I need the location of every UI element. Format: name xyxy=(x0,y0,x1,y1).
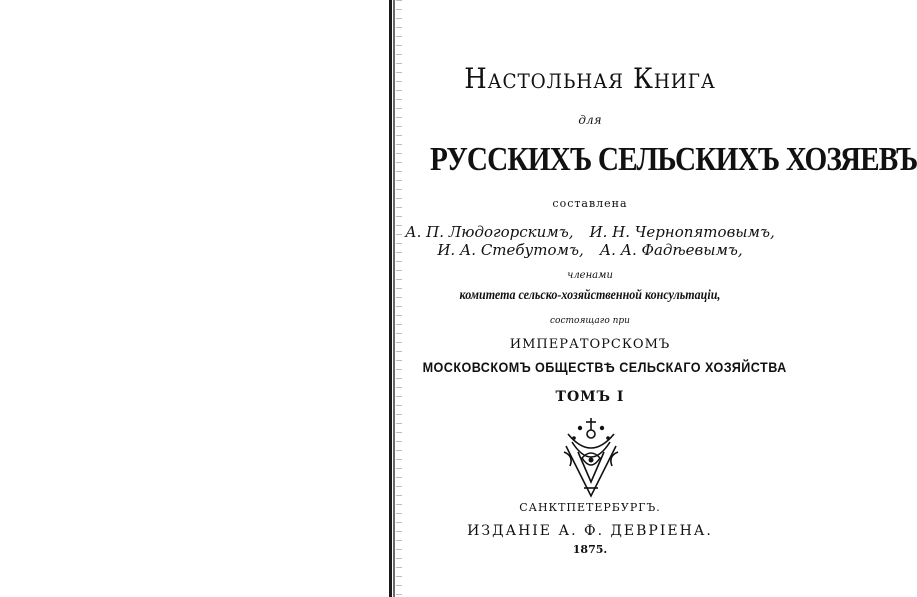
attached-label: состоящаго при xyxy=(550,316,630,326)
author-name: И. Н. Чернопятовымъ, xyxy=(589,223,775,241)
members-label: членами xyxy=(567,270,613,281)
title-preposition: для xyxy=(578,113,602,127)
title-page xyxy=(404,0,917,597)
book-subtitle: РУССКИХЪ СЕЛЬСКИХЪ ХОЗЯЕВЪ xyxy=(430,141,917,178)
author-name: И. А. Стебутомъ, xyxy=(437,241,584,259)
imprint-publisher: ИЗДАНІЕ А. Ф. ДЕВРІЕНА. xyxy=(467,523,713,539)
page-gutter xyxy=(396,0,402,597)
book-title: Настольная Книга xyxy=(464,62,716,95)
imprint-year: 1875. xyxy=(572,543,608,556)
left-blank-page xyxy=(0,0,388,597)
volume-label: ТОМЪ I xyxy=(555,389,625,405)
author-name: А. А. Фадѣевымъ, xyxy=(599,241,743,259)
imprint-city: САНКТПЕТЕРБУРГЪ. xyxy=(519,501,661,514)
compiled-by: составлена xyxy=(552,197,628,210)
imperial-label: ИМПЕРАТОРСКОМЪ xyxy=(509,337,671,352)
book-spine-edge xyxy=(393,0,395,597)
author-name: А. П. Людогорскимъ, xyxy=(405,223,574,241)
publisher-emblem-icon xyxy=(560,412,622,500)
committee-name: комитета сельско-хозяйственной консультаціи, xyxy=(459,288,721,303)
authors-block xyxy=(404,223,776,259)
book-spine xyxy=(389,0,392,597)
society-name: МОСКОВСКОМЪ ОБЩЕСТВѢ СЕЛЬСКАГО ХОЗЯЙСТВА xyxy=(422,359,787,375)
